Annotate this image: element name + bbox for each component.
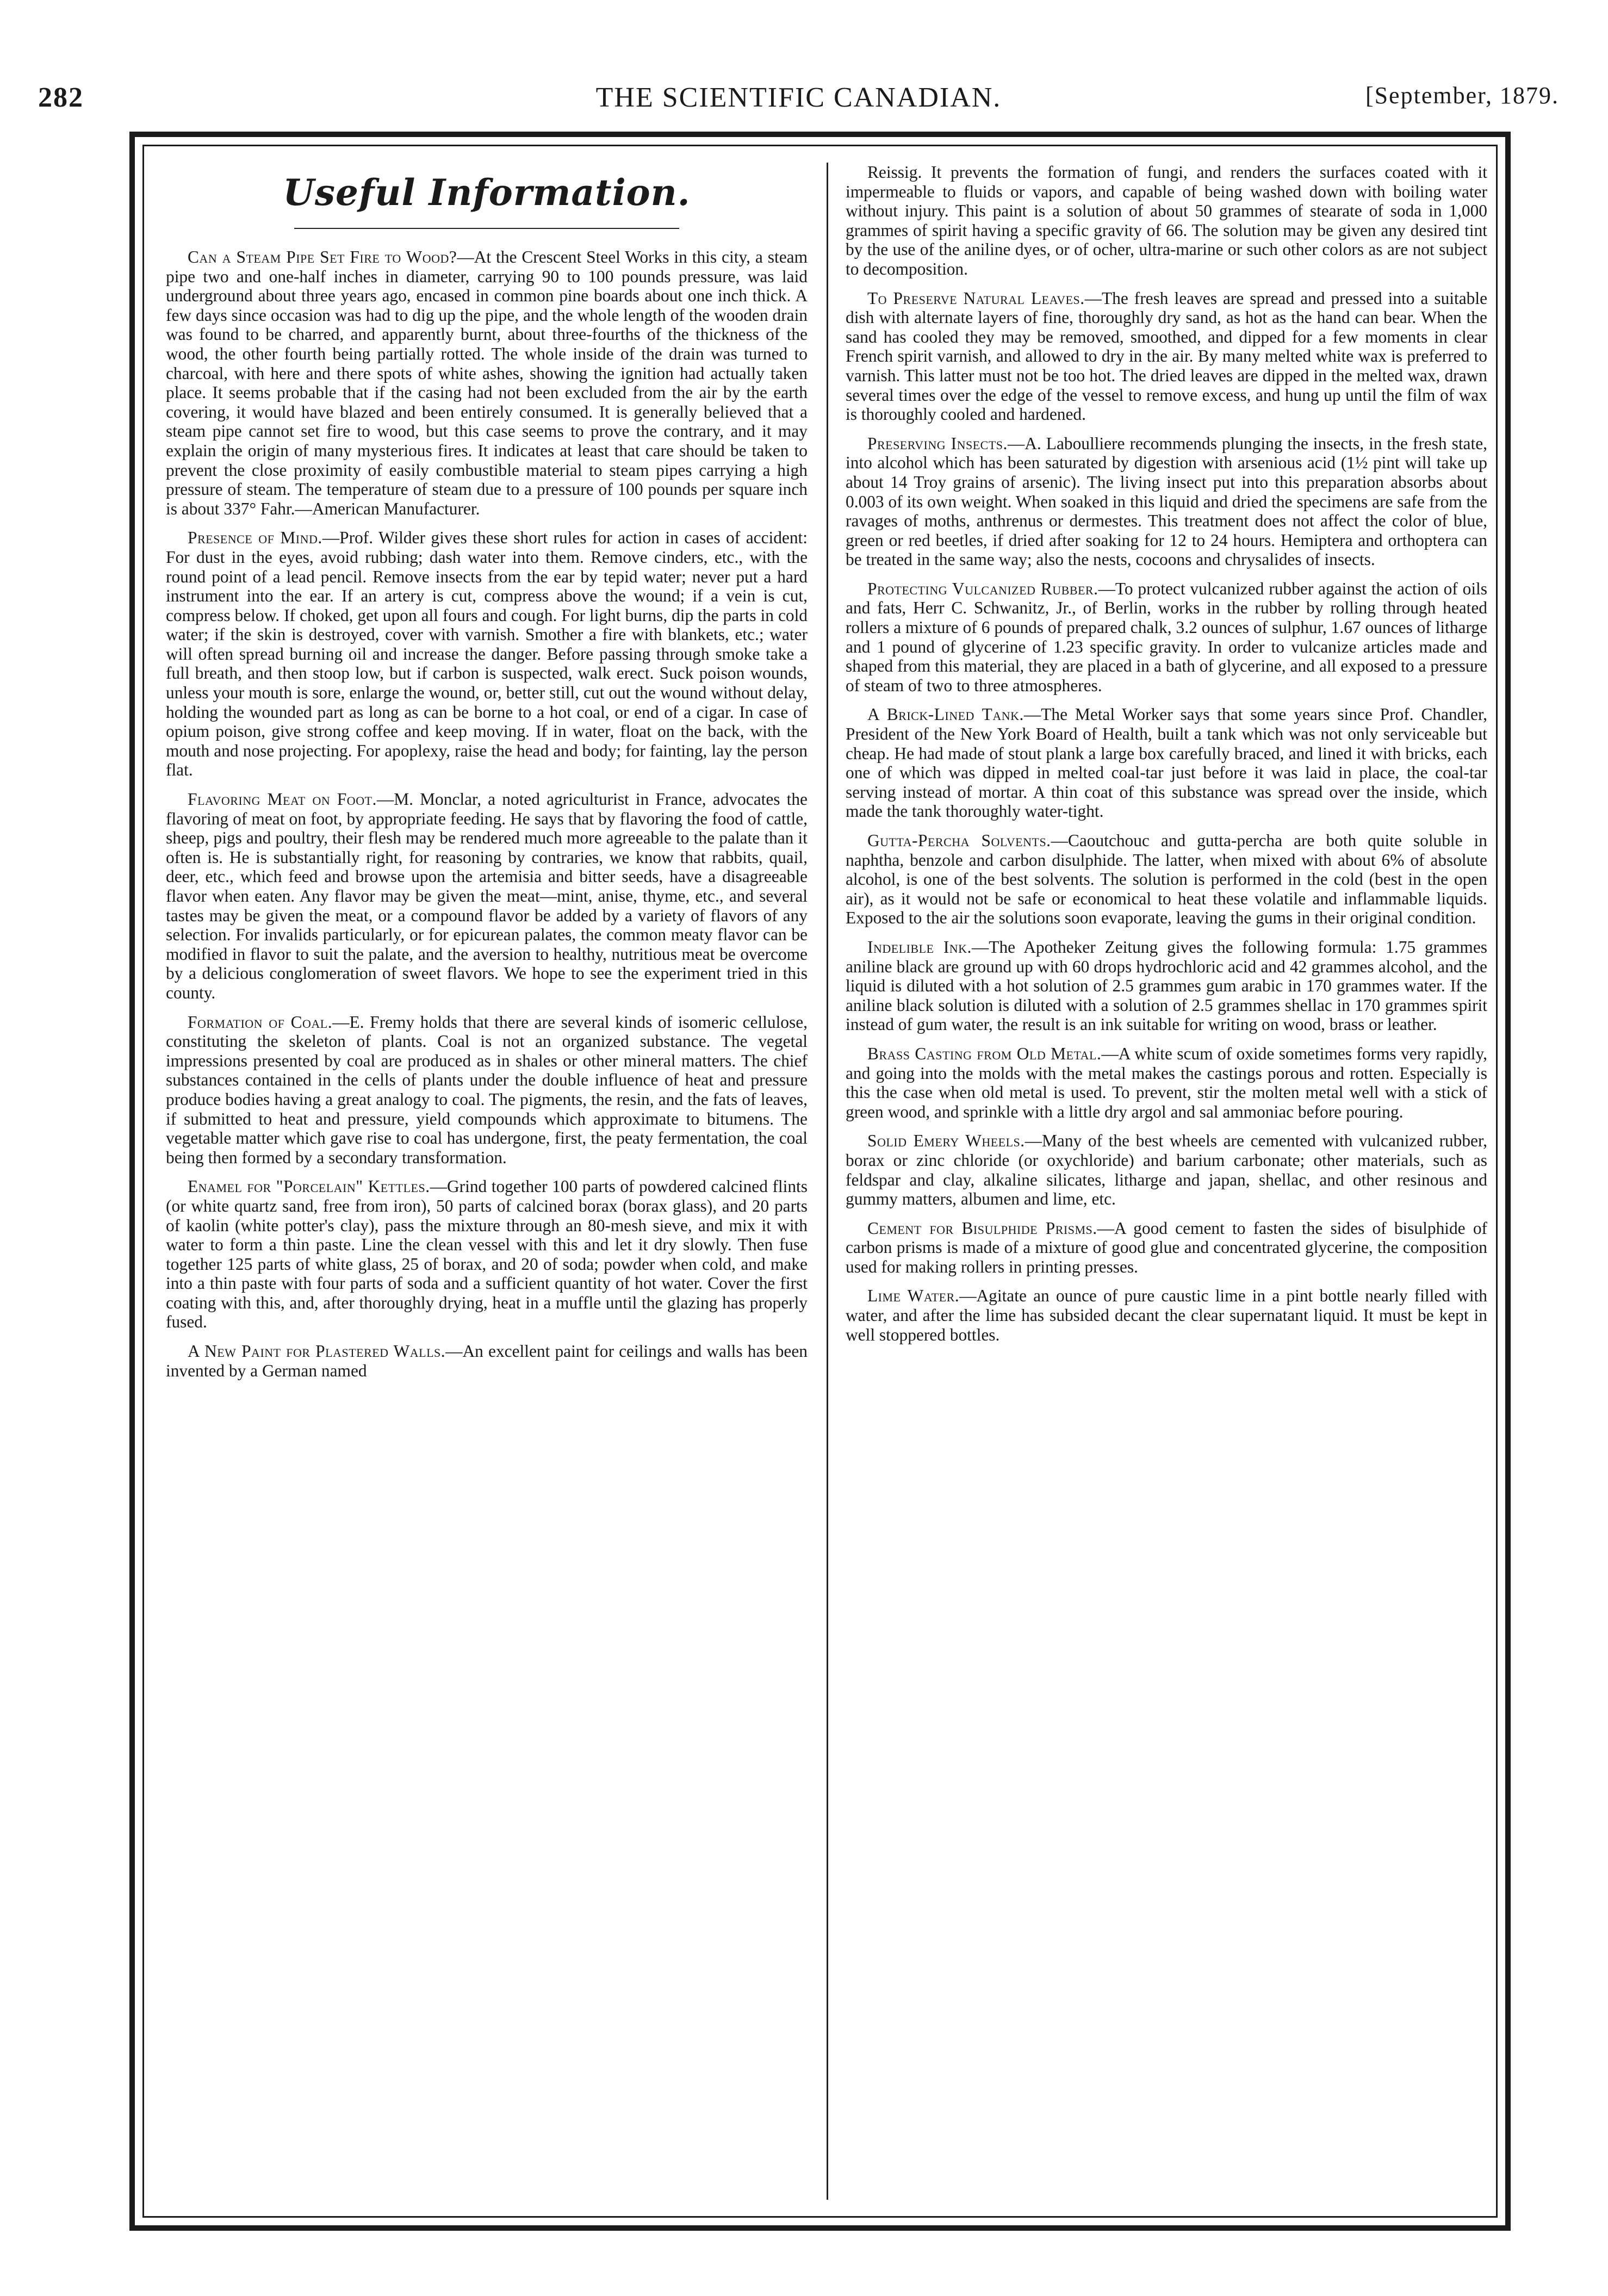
- right-column-paragraphs: [846, 163, 1487, 1344]
- left-column: [166, 163, 808, 2200]
- article-paragraph: [846, 1286, 1487, 1344]
- section-title: Useful Information.: [283, 171, 691, 214]
- page-number: 282: [38, 82, 84, 113]
- section-title-rule: [294, 228, 679, 229]
- paragraph-heading: Protecting Vulcanized Rubber.: [867, 579, 1098, 598]
- paragraph-heading: Presence of Mind.: [188, 528, 322, 548]
- paragraph-heading: Brass Casting from Old Metal.: [867, 1044, 1102, 1063]
- paragraph-heading: A Brick-Lined Tank.: [867, 705, 1024, 724]
- paragraph-heading: Preserving Insects.: [867, 433, 1008, 453]
- article-paragraph: [846, 1044, 1487, 1121]
- paragraph-body: —The Metal Worker says that some years since Prof. Chandler, President of the New York Board of Health, built a tank which was not only serviceable but cheap. He had made of stout plank a large box carefully braced, and lined it with bricks, each one of which was dipped in melted coal-tar just before it was laid in place, the coal-tar serving instead of mortar. A thin coat of this substance was spread over the inside, which made the tank thoroughly water-tight.: [846, 705, 1487, 821]
- paragraph-body: —A good cement to fasten the sides of bisulphide of carbon prisms is made of a mixture of good glue and concentrated glycerine, the composition used for making rollers in printing presses.: [846, 1218, 1487, 1276]
- paragraph-body: Reissig. It prevents the formation of fungi, and renders the surfaces coated with it impermeable to fluids or vapors, and capable of being washed down with boiling water without injury. This paint is a solution of about 50 grammes of stearate of soda in 1,000 grammes of spirit having a specific gravity of 66. The solution may be given any desired tint by the use of the aniline dyes, or of ocher, ultra-marine or such other colors as are not subject to decomposition.: [846, 163, 1487, 278]
- paragraph-heading: Indelible Ink.: [867, 937, 972, 957]
- paragraph-body: —To protect vulcanized rubber against the action of oils and fats, Herr C. Schwanitz, Jr., of Berlin, works in the rubber by rolling through heated rollers a mixture of 6 pounds of prepared chalk, 3.2 ounces of sulphur, 1.67 ounces of litharge and 1 pound of glycerine of 1.23 specific gravity. In order to vulcanize articles made and shaped from this material, they are placed in a bath of glycerine, and all exposed to a pressure of steam of two to three atmospheres.: [846, 579, 1487, 695]
- paragraph-heading: Lime Water.: [867, 1286, 960, 1306]
- article-paragraph: [846, 1131, 1487, 1208]
- left-column-paragraphs: [166, 247, 808, 1380]
- article-paragraph: [846, 831, 1487, 928]
- article-paragraph: [846, 938, 1487, 1034]
- article-paragraph: [166, 790, 808, 1003]
- paragraph-body: —Prof. Wilder gives these short rules for action in cases of accident: For dust in the eyes, avoid rubbing; dash water into them. Remove cinders, etc., with the round point of a lead pencil. Remove insects from the ear by tepid water; never put a hard instrument into the ear. If an artery is cut, compress above the wound; if a vein is cut, compress below. If choked, get upon all fours and cough. For light burns, dip the parts in cold water; if the skin is destroyed, cover with varnish. Smother a fire with blankets, etc.; water will often spread burning oil and increase the danger. Before passing through smoke take a full breath, and then stoop low, but if carbon is suspected, walk erect. Suck poison wounds, unless your mouth is sore, enlarge the wound, or, better still, cut out the wound without delay, holding the wounded part as long as can be borne to a hot coal, or end of a cigar. In case of opium poison, give strong coffee and keep moving. If in water, float on the back, with the mouth and nose projecting. For apoplexy, raise the head and body; for fainting, lay the person flat.: [166, 528, 808, 780]
- paragraph-heading: Gutta-Percha Solvents.: [867, 831, 1051, 850]
- paragraph-heading: To Preserve Natural Leaves.: [867, 288, 1085, 308]
- paragraph-body: —E. Fremy holds that there are several kinds of isomeric cellulose, constituting the skeleton of plants. Coal is not an organized substance. The vegetal impressions presented by coal are produced as in shales or other mineral matters. The chief substances contained in the cells of plants under the double influence of heat and pressure produce bodies having a great analogy to coal. The pigments, the resin, and the fats of leaves, if submitted to heat and pressure, yield compounds which approximate to bitumens. The vegetable matter which gave rise to coal has undergone, first, the peaty fermentation, the coal being then formed by a secondary transformation.: [166, 1012, 808, 1167]
- paragraph-heading: Cement for Bisulphide Prisms.: [867, 1218, 1097, 1238]
- paragraph-heading: Enamel for "Porcelain" Kettles.: [188, 1177, 430, 1196]
- article-paragraph: [846, 579, 1487, 696]
- article-paragraph: [166, 247, 808, 518]
- article-paragraph: [166, 1177, 808, 1332]
- paragraph-body: —Grind together 100 parts of powdered calcined flints (or white quartz sand, free from iron), 50 parts of calcined borax (borax glass), and 20 parts of kaolin (white potter's clay), pass the mixture through an 80-mesh sieve, and mix it with water to form a thin paste. Line the clean vessel with this and let it dry slowly. Then fuse together 125 parts of white glass, 25 of borax, and 20 of soda; powder when cold, and make into a thin paste with four parts of soda and a sufficient quantity of hot water. Cover the first coating with this, and, after thoroughly drying, heat in a muffle until the glazing has properly fused.: [166, 1177, 808, 1332]
- paragraph-body: —A. Laboulliere recommends plunging the insects, in the fresh state, into alcohol which has been saturated by digestion with arsenious acid (1½ pint will take up about 14 Troy grains of arsenic). The living insect put into this preparation absorbs about 0.003 of its own weight. When soaked in this liquid and dried the specimens are safe from the ravages of moths, anthrenus or dermestes. This treatment does not affect the color of blue, green or red beetles, if dried after soaking for 12 to 24 hours. Hemiptera and orthoptera can be treated in the same way; also the nests, cocoons and chrysalides of insects.: [846, 433, 1487, 569]
- journal-title: THE SCIENTIFIC CANADIAN.: [595, 82, 1002, 113]
- paragraph-heading: Formation of Coal.: [188, 1012, 333, 1032]
- paragraph-body: —The fresh leaves are spread and pressed into a suitable dish with alternate layers of fine, thoroughly dry sand, as hot as the hand can bear. When the sand has cooled they may be removed, smoothed, and dipped for a few moments in clear French spirit varnish, and allowed to dry in the air. By many melted white wax is preferred to varnish. This latter must not be too hot. The dried leaves are dipped in the melted wax, drawn several times over the edge of the vessel to remove excess, and hung up until the film of wax is thoroughly cooled and hardened.: [846, 288, 1487, 424]
- issue-date: [September, 1879.: [1365, 82, 1559, 109]
- paragraph-body: —An excellent paint for ceilings and walls has been invented by a German named: [166, 1342, 808, 1380]
- article-frame-inner: [142, 145, 1498, 2218]
- article-paragraph: [846, 163, 1487, 279]
- article-paragraph: [166, 1342, 808, 1380]
- right-column: [846, 163, 1487, 2200]
- paragraph-body: —Caoutchouc and gutta-percha are both quite soluble in naphtha, benzole and carbon disulphide. The latter, when mixed with about 6% of absolute alcohol, is one of the best solvents. The solution is performed in the cold (best in the open air), as it would not be safe or economical to heat these volatile and inflammable liquids. Exposed to the air the solutions soon evaporate, leaving the gums in their original condition.: [846, 831, 1487, 928]
- paragraph-heading: Can a Steam Pipe Set Fire to Wood?: [188, 247, 457, 266]
- paragraph-body: —A white scum of oxide sometimes forms very rapidly, and going into the molds with the metal makes the castings porous and rotten. Especially is this the case when old metal is used. To prevent, stir the molten metal well with a stick of green wood, and sprinkle with a little dry argol and sal ammoniac before pouring.: [846, 1044, 1487, 1121]
- paragraph-heading: A New Paint for Plastered Walls.: [188, 1342, 446, 1361]
- page-header: [22, 82, 1575, 125]
- paragraph-heading: Solid Emery Wheels.: [867, 1131, 1025, 1151]
- paragraph-body: —At the Crescent Steel Works in this city, a steam pipe two and one-half inches in diameter, carrying 90 to 100 pounds pressure, was laid underground about three years ago, encased in common pine boards about one inch thick. A few days since occasion was had to dig up the pipe, and the whole length of the wooden drain was found to be charred, and apparently burnt, about three-fourths of the thickness of the wood, the other fourth being partially rotted. The whole inside of the drain was turned to charcoal, with here and there spots of white ashes, showing the ignition had actually taken place. It seems probable that if the casing had not been excluded from the air by the earth covering, it would have blazed and been entirely consumed. It is generally believed that a steam pipe cannot set fire to wood, but this case seems to prove the contrary, and it may explain the origin of many mysterious fires. It indicates at least that care should be taken to prevent the close proximity of easily combustible material to steam pipes carrying a high pressure of steam. The temperature of steam due to a pressure of 100 pounds per square inch is about 337° Fahr.—American Manufacturer.: [166, 247, 808, 518]
- paragraph-body: —Many of the best wheels are cemented with vulcanized rubber, borax or zinc chloride (or oxychloride) and barium carbonate; other materials, such as feldspar and clay, alkaline silicates, litharge and japan, shellac, and other resinous and gummy matters, albumen and lime, etc.: [846, 1131, 1487, 1209]
- article-paragraph: [846, 1219, 1487, 1277]
- paragraph-body: —M. Monclar, a noted agriculturist in France, advocates the flavoring of meat on foot, by appropriate feeding. He says that by flavoring the food of cattle, sheep, pigs and poultry, their flesh may be rendered much more agreeable to the palate than it often is. He is substantially right, for reasoning by contraries, we know that rabbits, quail, deer, etc., which feed and browse upon the artemisia and bitter seeds, have a disagreeable flavor when eaten. Any flavor may be given the meat—mint, anise, thyme, etc., and several tastes may be given the meat, or a compound flavor be added by a variety of flavors of any selection. For invalids particularly, or for epicurean palates, the common meaty flavor can be modified in flavor to suit the palate, and the aversion to healthy, nutritious meat be overcome by a delicious conglomeration of sweet flavors. We hope to see the experiment tried in this county.: [166, 790, 808, 1002]
- article-paragraph: [846, 705, 1487, 821]
- paragraph-body: —The Apotheker Zeitung gives the following formula: 1.75 grammes aniline black are ground up with 60 drops hydrochloric acid and 42 grammes alcohol, and the liquid is diluted with a hot solution of 2.5 grammes gum arabic in 170 grammes water. If the aniline black solution is diluted with a solution of 2.5 grammes shellac in 170 grammes spirit instead of gum water, the result is an ink suitable for writing on wood, brass or leather.: [846, 937, 1487, 1034]
- article-paragraph: [846, 434, 1487, 569]
- article-paragraph: [166, 528, 808, 780]
- column-divider: [827, 163, 828, 2200]
- article-frame: [129, 132, 1511, 2231]
- article-paragraph: [166, 1013, 808, 1168]
- paragraph-body: —Agitate an ounce of pure caustic lime in a pint bottle nearly filled with water, and after the lime has subsided decant the clear supernatant liquid. It must be kept in well stoppered bottles.: [846, 1286, 1487, 1344]
- paragraph-heading: Flavoring Meat on Foot.: [188, 790, 377, 809]
- article-paragraph: [846, 289, 1487, 424]
